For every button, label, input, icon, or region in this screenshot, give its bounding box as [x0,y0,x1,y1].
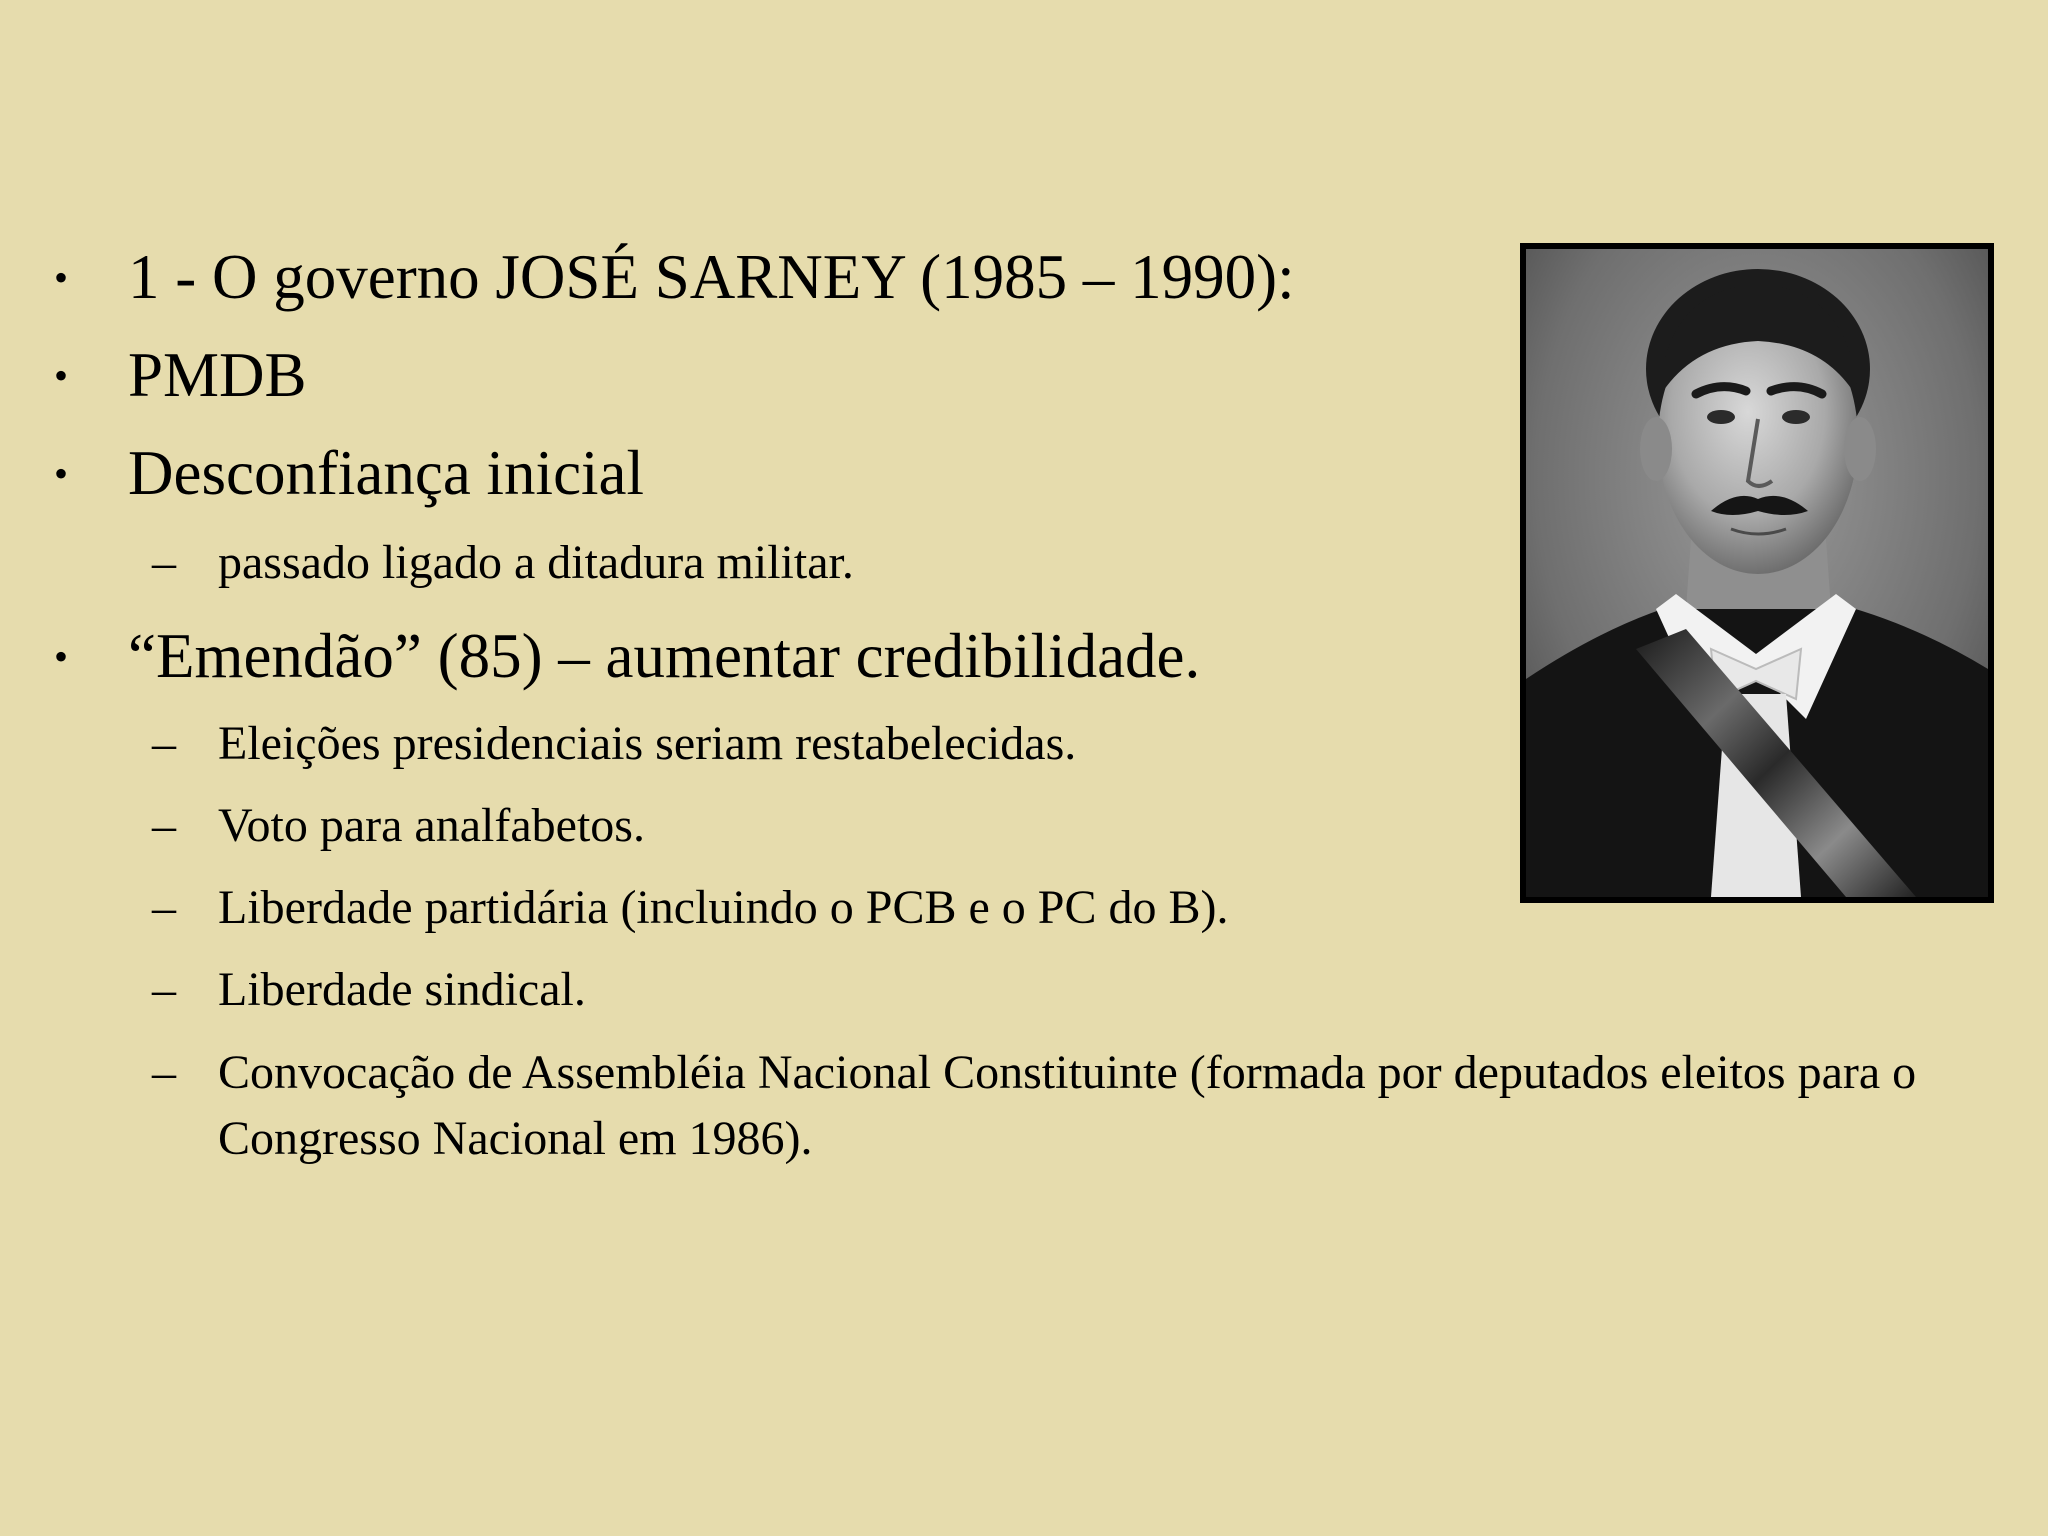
sub-bullet-text: Voto para analfabetos. [218,799,645,852]
portrait-photo [1520,243,1994,903]
sub-bullet-text: Liberdade sindical. [218,963,586,1016]
bullet-marker: • [54,634,69,679]
sub-bullet-text: passado ligado a ditadura militar. [218,536,854,589]
sub-bullet-marker: – [152,881,176,934]
sub-bullet-marker: – [152,963,176,1016]
sub-bullet-text: Eleições presidenciais seriam restabelecidas. [218,717,1077,770]
sub-bullet-marker: – [152,799,176,852]
bullet-marker: • [54,255,69,300]
bullet-text: PMDB [128,340,307,410]
sub-bullet-marker: – [152,1046,176,1099]
bullet-text: “Emendão” (85) – aumentar credibilidade. [128,621,1201,691]
sub-bullet-marker: – [152,717,176,770]
sub-bullet-marker: – [152,536,176,589]
portrait-photo-icon [1526,249,1988,897]
bullet-marker: • [54,451,69,496]
sub-bullet-text: Liberdade partidária (incluindo o PCB e o PC do B). [218,881,1229,934]
bullet-marker: • [54,353,69,398]
bullet-text: Desconfiança inicial [128,438,644,508]
sub-bullet-text: Convocação de Assembléia Nacional Constituinte (formada por deputados eleitos para o Congresso Nacional em 1986). [218,1046,1917,1165]
bullet-text: 1 - O governo JOSÉ SARNEY (1985 – 1990): [128,242,1295,312]
